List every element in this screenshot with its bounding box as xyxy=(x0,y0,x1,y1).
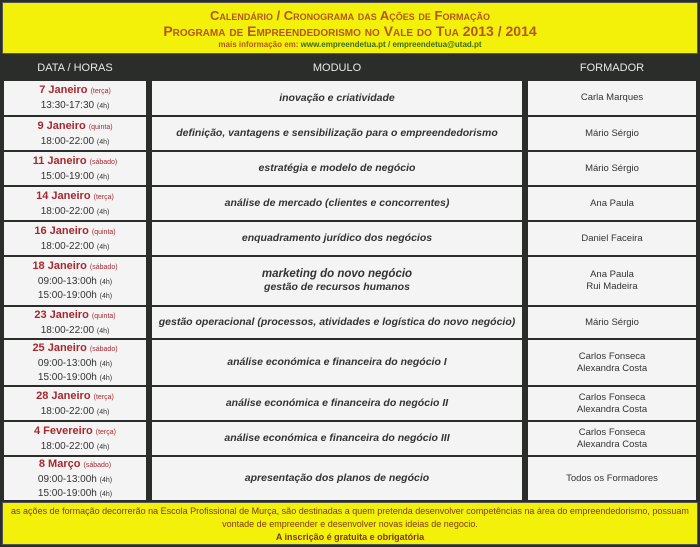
table-row xyxy=(4,152,696,185)
footer-line-3: A inscrição é gratuita e obrigatória xyxy=(275,532,425,542)
time-range: 15:00-19:00 xyxy=(40,170,95,182)
weekday-text: (quinta) xyxy=(91,228,116,236)
time-range: 18:00-22:00 xyxy=(40,240,95,252)
session-time xyxy=(38,371,112,385)
module-name: análise económica e financeira do negócio I xyxy=(227,356,447,368)
trainer-name: Alexandra Costa xyxy=(576,438,648,450)
date-text: 25 Janeiro xyxy=(32,341,87,354)
date-text: 8 Março xyxy=(38,457,81,470)
module-cell xyxy=(152,422,522,455)
module-cell xyxy=(152,307,522,338)
time-range: 09:00-13:00h xyxy=(37,357,97,369)
table-row xyxy=(4,387,696,420)
session-time xyxy=(38,473,112,487)
session-date xyxy=(32,341,117,357)
module-cell xyxy=(152,81,522,115)
trainer-cell xyxy=(528,457,696,500)
session-time xyxy=(41,170,110,184)
weekday-text: (terça) xyxy=(93,193,114,201)
module-name: enquadramento jurídico dos negócios xyxy=(241,232,433,244)
website-link[interactable]: www.empreendetua.pt xyxy=(300,40,386,49)
header-date: DATA / HORAS xyxy=(37,62,113,74)
session-date xyxy=(34,224,115,240)
trainer-name: Ana Paula xyxy=(590,197,634,209)
trainer-name: Alexandra Costa xyxy=(576,362,648,374)
session-time xyxy=(41,405,110,419)
session-date xyxy=(37,119,112,135)
duration: (4h) xyxy=(96,138,110,146)
weekday-text: (sábado) xyxy=(83,461,112,469)
duration: (4h) xyxy=(99,490,113,498)
module-name: definição, vantagens e sensibilização para o empreendedorismo xyxy=(176,127,498,139)
session-time xyxy=(38,357,112,371)
module-cell xyxy=(152,257,522,305)
footer-notice xyxy=(2,502,698,545)
time-range: 18:00-22:00 xyxy=(40,324,95,336)
session-date xyxy=(36,389,114,405)
footer-line-2: vontade de empreender e desenvolver novas ideias de negocio. xyxy=(222,519,478,529)
trainer-name: Rui Madeira xyxy=(586,281,638,292)
module-cell xyxy=(152,187,522,220)
trainer-cell xyxy=(528,307,696,338)
date-text: 14 Janeiro xyxy=(36,189,91,202)
table-header xyxy=(0,58,700,80)
session-time xyxy=(41,205,110,219)
trainer-name: Daniel Faceira xyxy=(581,232,643,244)
more-info-line xyxy=(3,39,697,51)
module-name: marketing do novo negócio xyxy=(261,268,413,280)
module-name: análise económica e financeira do negócio II xyxy=(225,397,449,409)
duration: (4h) xyxy=(99,360,113,368)
duration: (4h) xyxy=(99,374,113,382)
module-name: estratégia e modelo de negócio xyxy=(258,162,416,174)
duration: (4h) xyxy=(99,476,113,484)
session-time xyxy=(41,240,110,254)
trainer-cell xyxy=(528,187,696,220)
date-text: 11 Janeiro xyxy=(32,154,87,167)
session-date xyxy=(33,154,118,170)
session-date xyxy=(34,308,115,324)
date-cell xyxy=(4,257,146,305)
session-date xyxy=(39,457,111,473)
table-row xyxy=(4,257,696,305)
date-cell xyxy=(4,187,146,220)
trainer-name: Carlos Fonseca xyxy=(578,426,646,438)
time-range: 18:00-22:00 xyxy=(40,205,95,217)
session-time xyxy=(38,275,112,289)
date-cell xyxy=(4,152,146,185)
trainer-cell xyxy=(528,257,696,305)
session-date xyxy=(34,424,116,440)
trainer-cell xyxy=(528,117,696,150)
date-cell xyxy=(4,307,146,338)
date-cell xyxy=(4,222,146,255)
time-range: 09:00-13:00h xyxy=(37,276,97,287)
trainer-name: Alexandra Costa xyxy=(576,403,648,415)
date-text: 28 Janeiro xyxy=(36,389,91,402)
trainer-cell xyxy=(528,387,696,420)
time-range: 15:00-19:00h xyxy=(37,487,97,499)
table-row xyxy=(4,222,696,255)
date-cell xyxy=(4,340,146,385)
date-text: 4 Fevereiro xyxy=(34,424,93,437)
session-time xyxy=(41,135,110,149)
weekday-text: (quinta) xyxy=(88,123,113,131)
duration: (4h) xyxy=(96,443,110,451)
table-row xyxy=(4,457,696,500)
weekday-text: (quinta) xyxy=(91,312,116,320)
weekday-text: (terça) xyxy=(95,428,116,436)
time-range: 13:30-17:30 xyxy=(40,100,95,111)
trainer-name: Carlos Fonseca xyxy=(578,391,646,403)
module-name: análise económica e financeira do negócio III xyxy=(224,432,450,444)
date-text: 16 Janeiro xyxy=(34,224,89,237)
duration: (4h) xyxy=(96,243,110,251)
date-text: 23 Janeiro xyxy=(34,308,89,321)
session-time xyxy=(41,324,110,338)
date-cell xyxy=(4,457,146,500)
trainer-name: Mário Sérgio xyxy=(585,162,639,174)
trainer-name: Carla Marques xyxy=(580,92,644,103)
module-name: apresentação dos planos de negócio xyxy=(244,472,430,484)
duration: (4h) xyxy=(99,293,113,300)
module-name: análise de mercado (clientes e concorrentes) xyxy=(224,197,450,209)
table-row xyxy=(4,117,696,150)
duration: (4h) xyxy=(96,103,110,110)
footer-line-1: as ações de formação decorrerão na Escola Profissional de Murça, são destinadas a quem pretenda desenvolver competências na área do empreendedorismo, possuam xyxy=(11,506,689,516)
duration: (4h) xyxy=(96,208,110,216)
time-range: 18:00-22:00 xyxy=(40,440,95,452)
table-row xyxy=(4,307,696,338)
session-time xyxy=(38,289,112,303)
date-text: 18 Janeiro xyxy=(32,260,87,272)
weekday-text: (terça) xyxy=(90,88,111,95)
date-text: 9 Janeiro xyxy=(37,119,86,132)
session-time xyxy=(41,99,110,113)
date-text: 7 Janeiro xyxy=(39,84,88,96)
date-cell xyxy=(4,422,146,455)
time-range: 18:00-22:00 xyxy=(40,405,95,417)
email-link[interactable]: empreendetua@utad.pt xyxy=(392,40,482,49)
duration: (4h) xyxy=(96,327,110,335)
date-cell xyxy=(4,117,146,150)
duration: (4h) xyxy=(96,173,110,181)
table-row xyxy=(4,340,696,385)
program-title: Programa de Empreendedorismo no Vale do Tua 2013 / 2014 xyxy=(163,23,537,39)
time-range: 09:00-13:00h xyxy=(37,473,97,485)
more-info-label: mais informação em: xyxy=(218,40,299,49)
time-range: 15:00-19:00h xyxy=(37,290,97,301)
session-date xyxy=(39,83,111,99)
header-trainer: FORMADOR xyxy=(579,62,645,74)
module-cell xyxy=(152,457,522,500)
trainer-name: Ana Paula xyxy=(590,269,634,280)
duration: (4h) xyxy=(96,408,110,416)
trainer-cell xyxy=(528,81,696,115)
table-row xyxy=(4,187,696,220)
module-cell xyxy=(152,152,522,185)
calendar-title: Calendário / Cronograma das Ações de Formação xyxy=(210,8,490,23)
time-range: 15:00-19:00h xyxy=(37,371,97,383)
session-date xyxy=(32,259,117,275)
module-name: gestão operacional (processos, atividades e logística do novo negócio) xyxy=(158,316,516,328)
table-row xyxy=(4,81,696,115)
trainer-name: Mário Sérgio xyxy=(585,316,639,328)
date-cell xyxy=(4,81,146,115)
trainer-cell xyxy=(528,222,696,255)
module-name: gestão de recursos humanos xyxy=(264,281,410,293)
table-row xyxy=(4,422,696,455)
link-separator: / xyxy=(387,40,391,49)
module-name: inovação e criatividade xyxy=(279,91,395,104)
date-cell xyxy=(4,387,146,420)
trainer-cell xyxy=(528,340,696,385)
duration: (4h) xyxy=(99,279,113,286)
weekday-text: (sábado) xyxy=(89,264,118,271)
weekday-text: (terça) xyxy=(93,393,114,401)
module-cell xyxy=(152,387,522,420)
time-range: 18:00-22:00 xyxy=(40,135,95,147)
trainer-name: Carlos Fonseca xyxy=(578,350,646,362)
session-date xyxy=(36,189,114,205)
trainer-name: Mário Sérgio xyxy=(585,127,639,139)
title-banner xyxy=(2,2,698,54)
module-cell xyxy=(152,117,522,150)
weekday-text: (sábado) xyxy=(89,158,118,166)
module-cell xyxy=(152,340,522,385)
trainer-cell xyxy=(528,152,696,185)
session-time xyxy=(41,440,110,454)
header-module: MODULO xyxy=(312,62,362,74)
weekday-text: (sábado) xyxy=(89,345,118,353)
session-time xyxy=(38,487,112,501)
trainer-cell xyxy=(528,422,696,455)
module-cell xyxy=(152,222,522,255)
trainer-name: Todos os Formadores xyxy=(566,472,658,484)
